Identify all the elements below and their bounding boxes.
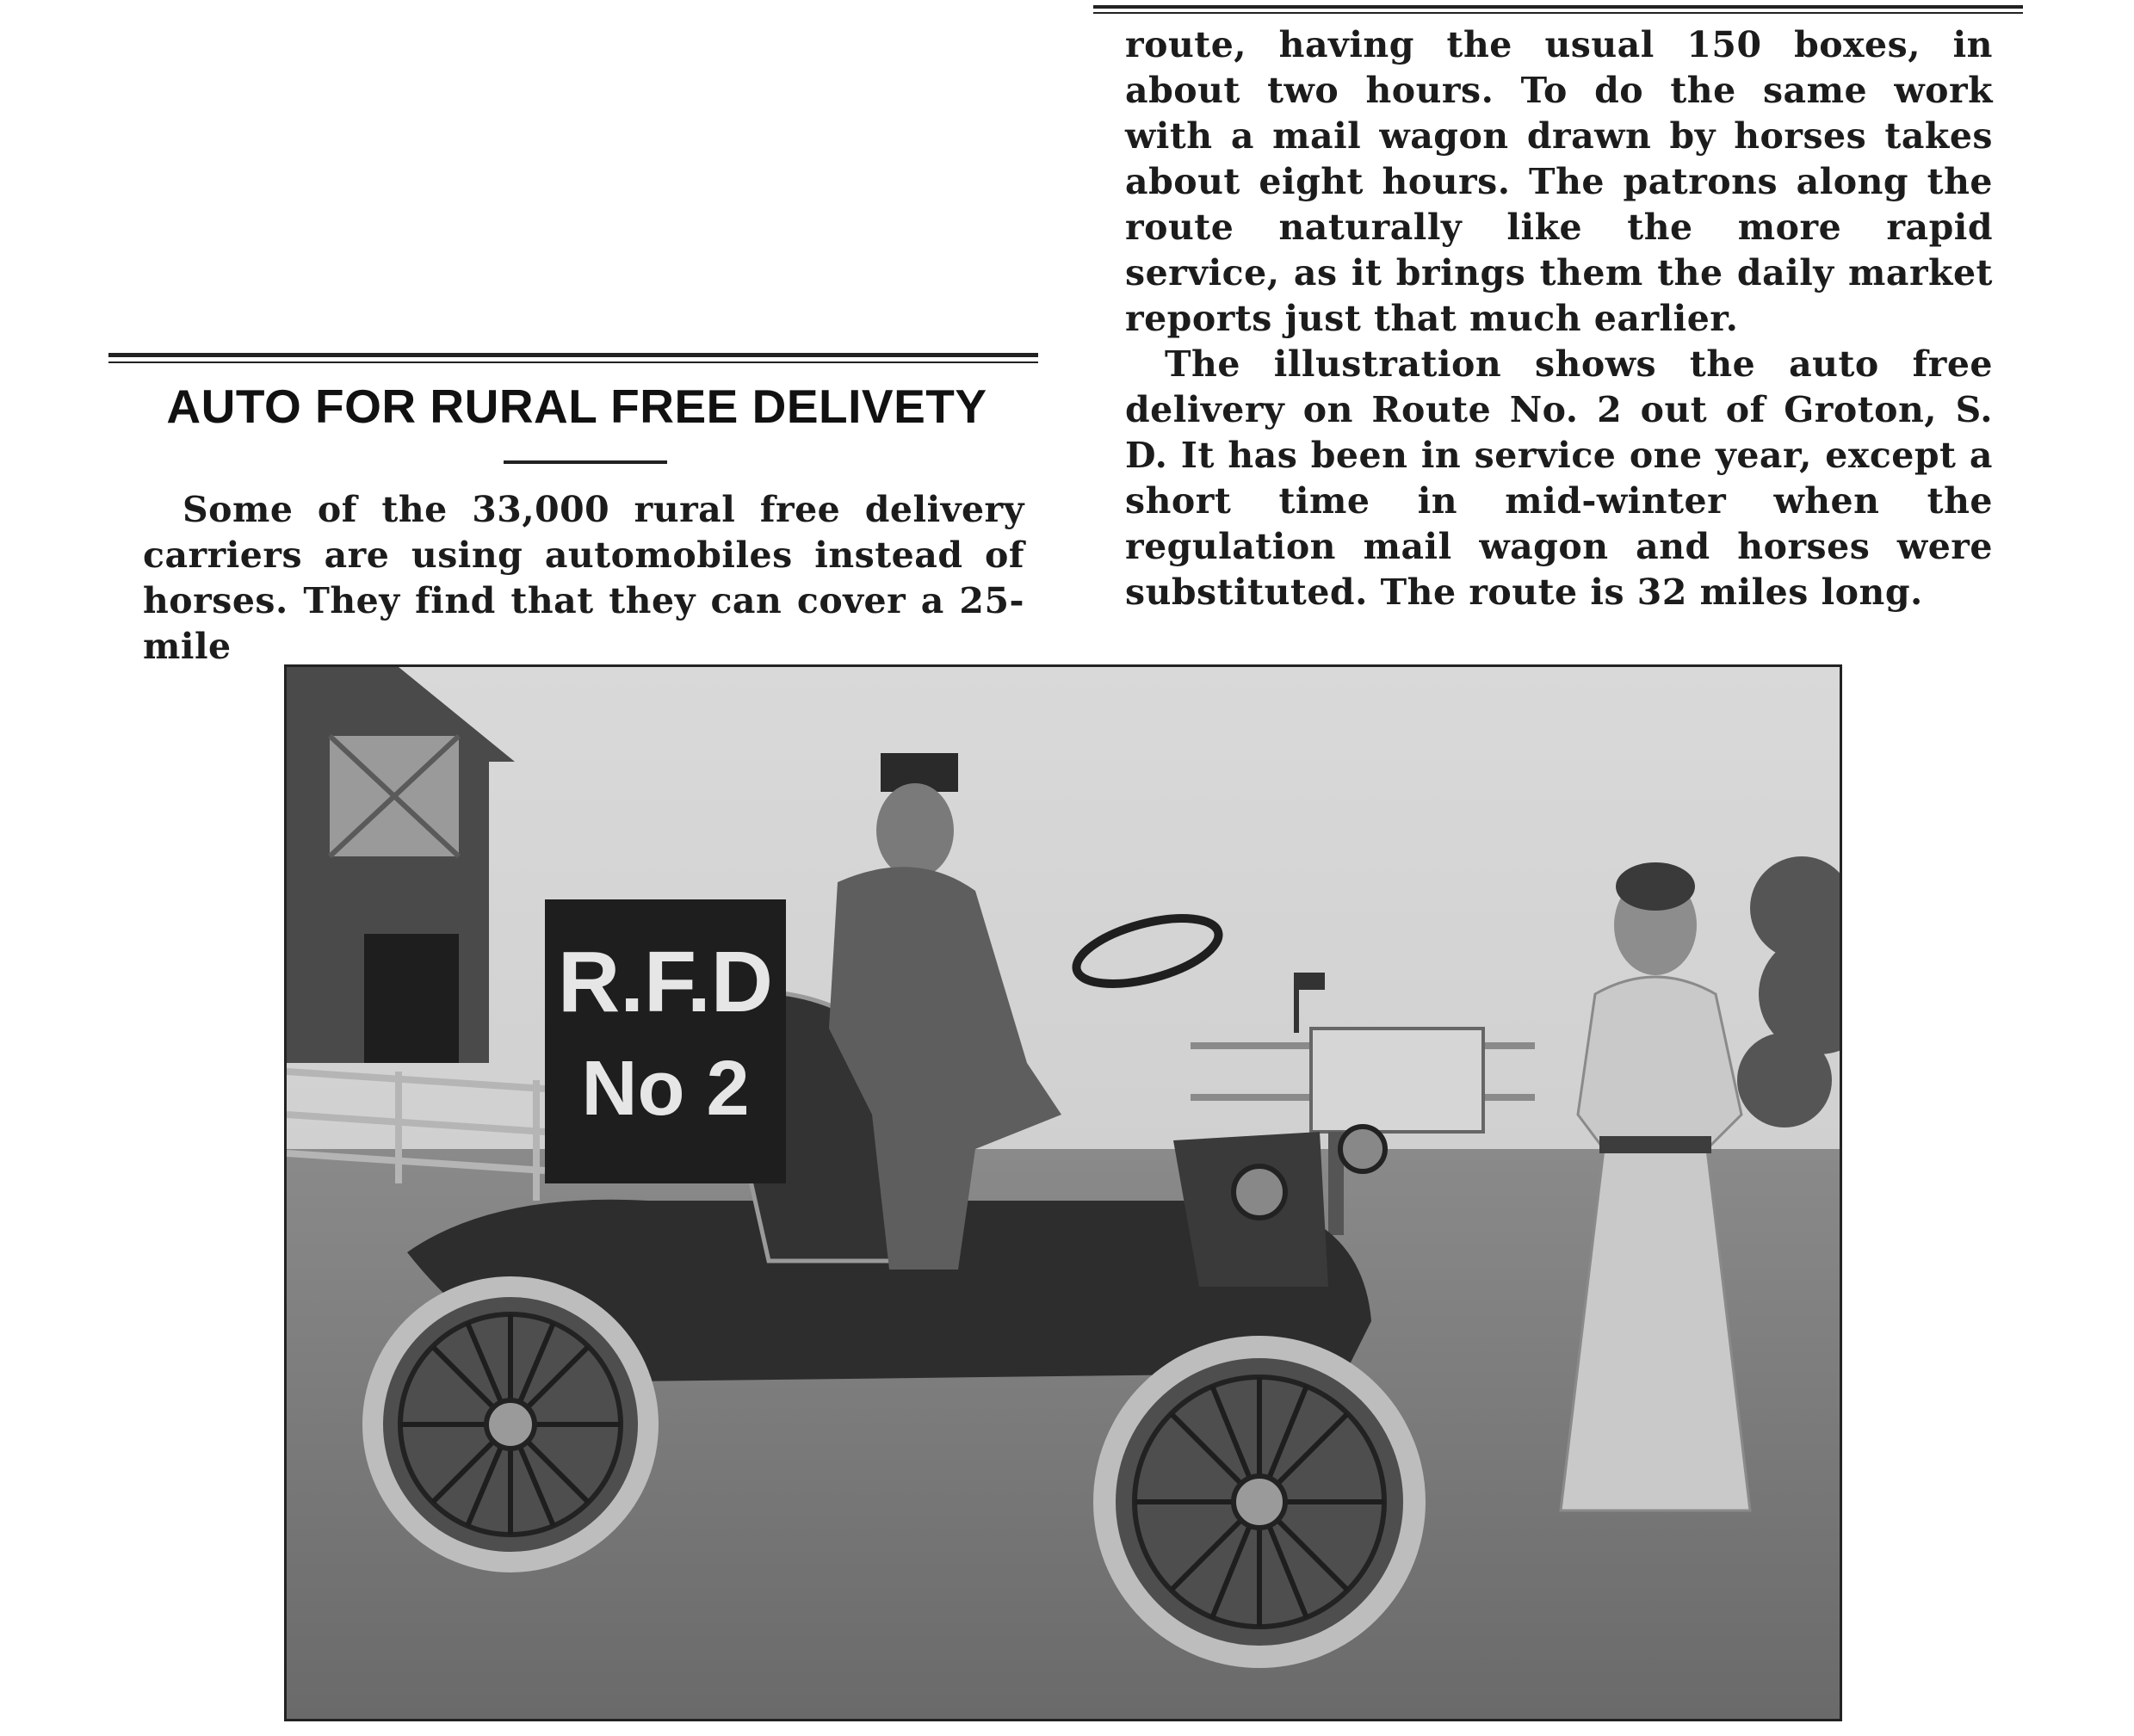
headline-short-rule xyxy=(504,460,667,464)
article-headline: AUTO FOR RURAL FREE DELIVETY xyxy=(166,380,987,433)
right-paragraph-1: route, having the usual 150 boxes, in about two hours. To do the same work with a mail wagon drawn by horses takes about eight hours. The patrons along the route naturally like the more rapid service, as it brings them the daily market reports just that much earlier. xyxy=(1125,24,1993,339)
rfd-sign xyxy=(545,899,786,1183)
sign-route-number: No 2 xyxy=(581,1046,750,1132)
right-paragraph-2: The illustration shows the auto free delivery on Route No. 2 out of Groton, S. D. It has been in service one year, except a short time in mid-winter when the regulation mail wagon and horses were substituted. The route is 32 miles long. xyxy=(1125,343,1993,613)
left-paragraph: Some of the 33,000 rural free delivery carriers are using automobiles instead of horses. They find that they can cover a 25-mile xyxy=(143,489,1024,667)
headline-double-rule xyxy=(108,353,1038,363)
sign-rfd: R.F.D xyxy=(558,934,773,1030)
rear-wheel xyxy=(373,1287,648,1562)
top-double-rule xyxy=(1093,5,2023,14)
front-wheel xyxy=(1104,1347,1414,1657)
left-column xyxy=(143,487,1024,670)
photo-illustration xyxy=(287,667,1840,1719)
right-column xyxy=(1125,22,1993,615)
rfd-automobile-photo xyxy=(284,664,1842,1721)
